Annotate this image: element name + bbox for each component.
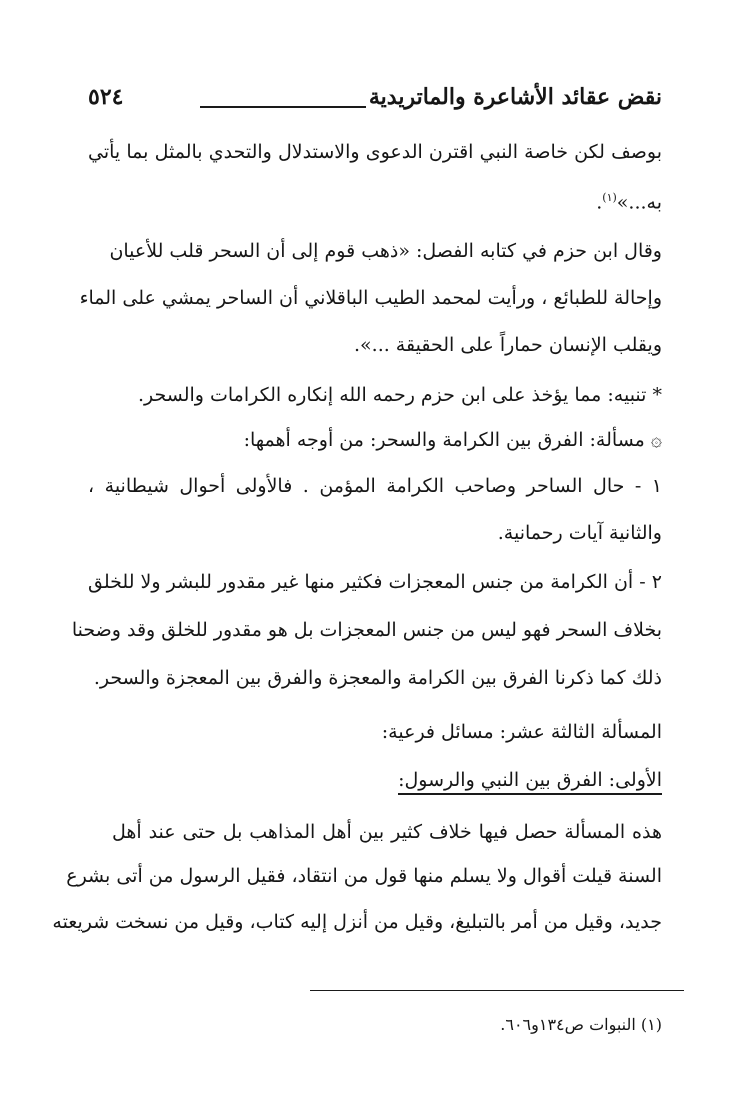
text-line-2-main: به...» — [616, 191, 662, 214]
text-line-3: وقال ابن حزم في كتابه الفصل: «ذهب قوم إلى أن السحر قلب للأعيان — [109, 240, 662, 262]
section-heading: المسألة الثالثة عشر: مسائل فرعية: — [381, 721, 662, 743]
subsection-heading-line — [117, 766, 662, 794]
running-title: نقض عقائد الأشاعرة والماتريدية — [368, 84, 662, 110]
text-line-5: ويقلب الإنسان حماراً على الحقيقة ...». — [353, 334, 662, 356]
running-header — [88, 84, 662, 124]
text-line-8: ١ - حال الساحر وصاحب الكرامة المؤمن . فالأولى أحوال شيطانية ، — [88, 475, 662, 497]
page-number: ٥٢٤ — [88, 84, 124, 110]
text-line-16: السنة قيلت أقوال ولا يسلم منها قول من انتقاد، فقيل الرسول من أتى بشرع — [66, 865, 662, 887]
subsection-heading: الأولى: الفرق بين النبي والرسول: — [398, 769, 662, 795]
issue-heading: ۞ مسألة: الفرق بين الكرامة والسحر: من أوجه أهمها: — [243, 429, 662, 451]
text-line-17: جديد، وقيل من أمر بالتبليغ، وقيل من أنزل إليه كتاب، وقيل من نسخت شريعته — [52, 911, 662, 933]
note-line: * تنبيه: مما يؤخذ على ابن حزم رحمه الله إنكاره الكرامات والسحر. — [137, 384, 662, 406]
text-line-2 — [88, 184, 662, 216]
text-line-12: ذلك كما ذكرنا الفرق بين الكرامة والمعجزة والفرق بين المعجزة والسحر. — [93, 667, 662, 689]
footnote: (١) النبوات ص١٣٤و٦٠٦. — [500, 1015, 662, 1034]
footnote-separator — [310, 990, 684, 991]
text-line-9: والثانية آيات رحمانية. — [497, 522, 662, 544]
text-line-11: بخلاف السحر فهو ليس من جنس المعجزات بل هو مقدور للخلق وقد وضحنا — [71, 619, 662, 641]
text-line-1: بوصف لكن خاصة النبي اقترن الدعوى والاستدلال والتحدي بالمثل بما يأتي — [88, 141, 662, 163]
text-line-4: وإحالة للطبائع ، ورأيت لمحمد الطيب الباقلاني أن الساحر يمشي على الماء — [79, 287, 662, 309]
text-line-15: هذه المسألة حصل فيها خلاف كثير بين أهل المذاهب بل حتى عند أهل — [112, 821, 662, 843]
text-line-2-end: . — [596, 191, 603, 214]
header-rule — [200, 106, 366, 108]
text-line-10: ٢ - أن الكرامة من جنس المعجزات فكثير منها غير مقدور للبشر ولا للخلق — [88, 571, 662, 593]
footnote-reference: (١) — [602, 191, 617, 204]
